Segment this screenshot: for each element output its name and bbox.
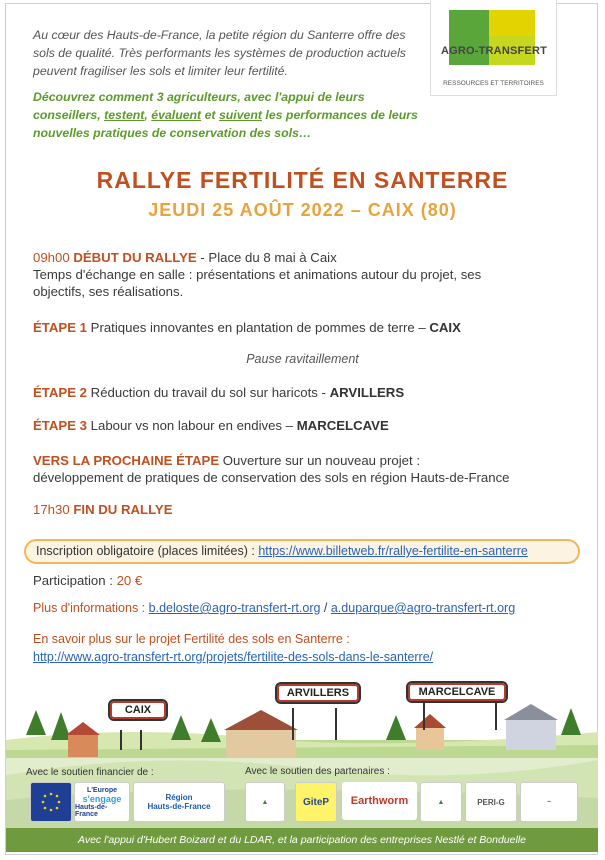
intro-paragraph: Au cœur des Hauts-de-France, la petite région du Santerre offre des sols de qualité. Très performants les systèmes de production actuels peuvent fragiliser les sols et limiter leur fertilité. [33,28,406,78]
region-logo: Région Hauts-de-France [133,782,225,822]
program-start-desc: Temps d'échange en salle : présentations et animations autour du projet, ses objectifs, ses réalisations. [33,267,482,299]
program-step2: ÉTAPE 2 Réduction du travail du sol sur haricots - ARVILLERS [33,385,405,400]
eu-flag-logo [30,782,72,822]
more-project: En savoir plus sur le projet Fertilité des sols en Santerre : [33,632,350,646]
europe-engage-logo: L'Europe s'engage Hauts-de-France [74,782,130,822]
email-link-2[interactable]: a.duparque@agro-transfert-rt.org [330,601,516,615]
program-step1: ÉTAPE 1 Pratiques innovantes en plantation de pommes de terre – CAIX [33,320,461,335]
logo-name: AGRO-TRANSFERT [440,45,548,57]
participation: Participation : 20 € [33,573,143,588]
lycee-logo: ~ [520,782,578,822]
program-start: 09h00 DÉBUT DU RALLYE - Place du 8 mai à Caix [33,250,337,265]
financial-support-label: Avec le soutien financier de : [26,767,154,778]
peri-g-logo: PERI-G [465,782,517,822]
agro-transfert-logo [430,0,557,96]
project-link[interactable]: http://www.agro-transfert-rt.org/projets/fertilite-des-sols-dans-le-santerre/ [33,650,434,664]
partners-label: Avec le soutien des partenaires : [245,766,390,777]
intro-highlight: Découvrez comment 3 agriculteurs, avec l'appui de leurs conseillers, testent, évaluent et suivent les performances de leurs nouvelles pratiques de conservation des sols… [33,90,418,140]
sign-caix: CAIX [108,699,168,721]
inscription-link[interactable]: https://www.billetweb.fr/rallye-fertilite-en-santerre [258,544,528,558]
program-next-desc: développement de pratiques de conservation des sols en région Hauts-de-France [33,470,510,485]
more-info: Plus d'informations : b.deloste@agro-transfert-rt.org / a.duparque@agro-transfert-rt.org [33,601,516,615]
program-end: 17h30 FIN DU RALLYE [33,502,173,517]
event-date: JEUDI 25 AOÛT 2022 – CAIX (80) [148,200,457,220]
chambre-agriculture-logo: ▲ [245,782,285,822]
earthworm-logo: Earthworm [342,782,417,820]
logo-subtitle: RESSOURCES ET TERRITOIRES [443,80,544,87]
email-link-1[interactable]: b.deloste@agro-transfert-rt.org [148,601,321,615]
agricultures-territoires-logo: ▲ [420,782,462,822]
event-title: RALLYE FERTILITÉ EN SANTERRE [96,167,509,193]
inscription-label: Inscription obligatoire (places limitées) : [36,544,259,558]
sign-marcelcave: MARCELCAVE [406,681,508,703]
program-next: VERS LA PROCHAINE ÉTAPE Ouverture sur un nouveau projet : [33,453,420,468]
project-link-row [33,649,433,666]
sign-arvillers: ARVILLERS [275,682,361,704]
program-pause: Pause ravitaillement [246,352,359,366]
footer-banner: Avec l'appui d'Hubert Boizard et du LDAR, et la participation des entreprises Nestlé et Bonduelle [6,828,598,852]
inscription-box [24,539,580,564]
program-step3: ÉTAPE 3 Labour vs non labour en endives – MARCELCAVE [33,418,389,433]
gitep-logo: GiteP [295,782,337,822]
